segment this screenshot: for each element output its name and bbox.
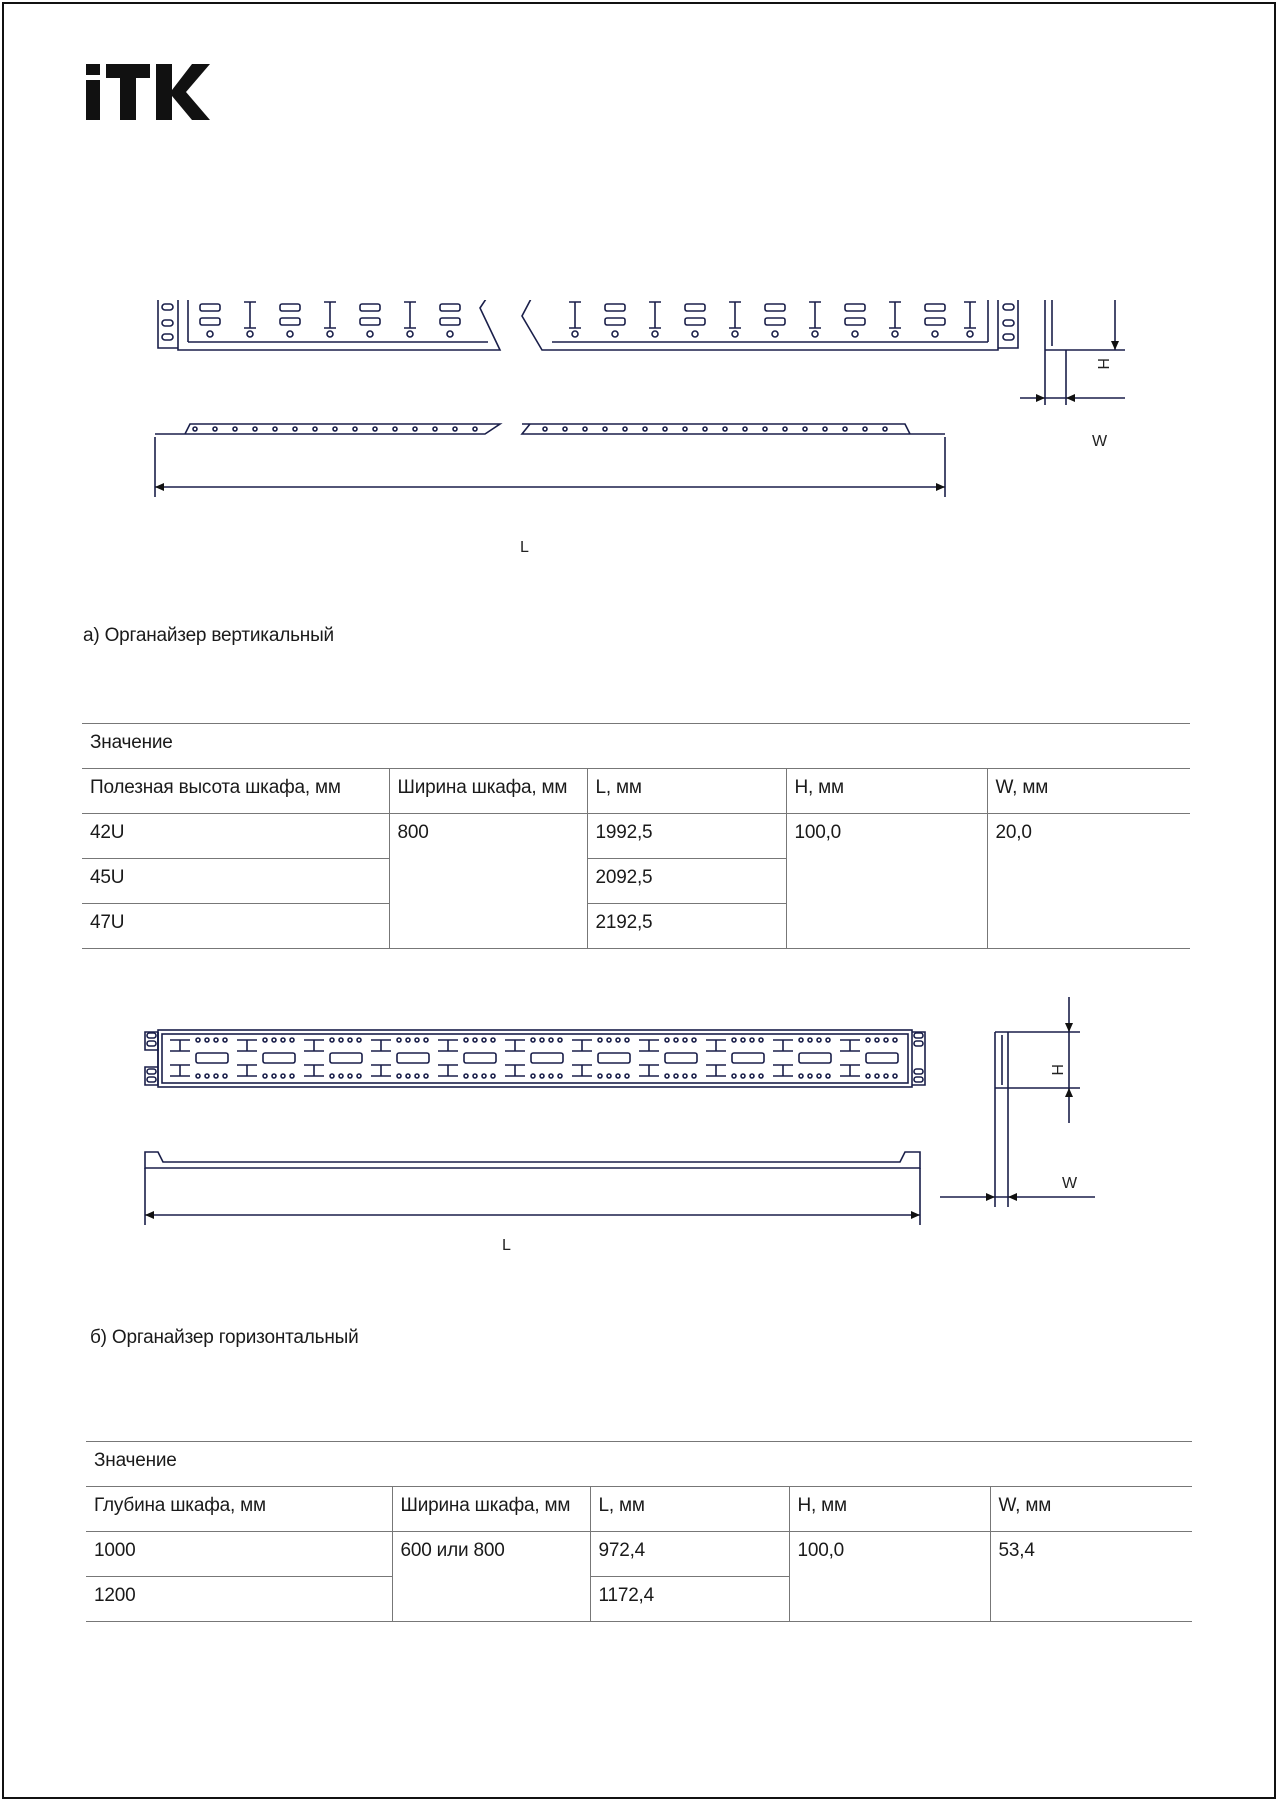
- slot-hole: [875, 1038, 879, 1042]
- slot-cell: [845, 318, 865, 325]
- slot-hole: [549, 1074, 553, 1078]
- vertical-organizer-drawing: [150, 300, 1130, 590]
- slot-hole: [415, 1074, 419, 1078]
- slot-cell: [685, 304, 705, 311]
- slot-hole: [967, 331, 973, 337]
- slot-hole: [348, 1038, 352, 1042]
- slot-cell: [280, 318, 300, 325]
- profile-hole: [273, 427, 277, 431]
- profile-hole: [783, 427, 787, 431]
- slot-hole: [674, 1038, 678, 1042]
- slot-bar: [569, 302, 581, 328]
- slot-cell: [440, 318, 460, 325]
- slot-hole: [223, 1074, 227, 1078]
- slot-hole: [397, 1074, 401, 1078]
- slot-hole: [357, 1038, 361, 1042]
- slot-hole: [598, 1038, 602, 1042]
- slot-bar: [572, 1040, 592, 1051]
- profile-hole: [663, 427, 667, 431]
- slot-hole: [491, 1038, 495, 1042]
- header-cell: W, мм: [990, 1487, 1192, 1532]
- table-cell: 2192,5: [587, 904, 786, 949]
- slot-hole: [893, 1038, 897, 1042]
- slot-hole: [357, 1074, 361, 1078]
- slot-hole: [665, 1074, 669, 1078]
- dim-label-l: L: [520, 539, 529, 556]
- slot-hole: [750, 1038, 754, 1042]
- slot-hole: [214, 1074, 218, 1078]
- slot-cell: [200, 318, 220, 325]
- table-title: Значение: [82, 724, 1190, 769]
- profile-hole: [393, 427, 397, 431]
- slot-hole: [473, 1038, 477, 1042]
- profile-rail: [145, 1152, 920, 1168]
- slot-hole: [272, 1074, 276, 1078]
- slot-hole: [424, 1074, 428, 1078]
- dimension-arrow: [1065, 1023, 1073, 1032]
- slot-hole: [540, 1038, 544, 1042]
- profile-rail-left: [155, 424, 500, 434]
- header-cell: H, мм: [789, 1487, 990, 1532]
- slot-hole: [348, 1074, 352, 1078]
- slot-bar: [244, 302, 256, 328]
- mount-hole: [1003, 320, 1014, 326]
- slot-hole: [207, 331, 213, 337]
- slot-hole: [424, 1038, 428, 1042]
- header-cell: Ширина шкафа, мм: [389, 769, 587, 814]
- slot-cell: [665, 1053, 697, 1063]
- table-cell: 53,4: [990, 1532, 1192, 1622]
- profile-hole: [313, 427, 317, 431]
- table-cell: 100,0: [786, 814, 987, 949]
- slot-bar: [773, 1040, 793, 1051]
- mount-hole: [1003, 334, 1014, 340]
- header-cell: L, мм: [590, 1487, 789, 1532]
- slot-hole: [572, 331, 578, 337]
- profile-hole: [473, 427, 477, 431]
- slot-hole: [407, 331, 413, 337]
- spec-table-vertical: [82, 723, 1190, 949]
- dim-label-h: H: [1048, 1064, 1065, 1076]
- profile-hole: [703, 427, 707, 431]
- slot-bar: [371, 1065, 391, 1076]
- profile-hole: [413, 427, 417, 431]
- slot-cell: [397, 1053, 429, 1063]
- dimension-arrow: [936, 483, 945, 491]
- caption-vertical-organizer: а) Органайзер вертикальный: [83, 625, 334, 646]
- caption-horizontal-organizer: б) Органайзер горизонтальный: [90, 1327, 359, 1348]
- slot-cell: [263, 1053, 295, 1063]
- slot-bar: [729, 302, 741, 328]
- slot-hole: [330, 1038, 334, 1042]
- table-cell: 2092,5: [587, 859, 786, 904]
- mount-hole: [162, 304, 173, 310]
- slot-bar: [505, 1040, 525, 1051]
- mount-hole: [147, 1041, 156, 1046]
- slot-hole: [741, 1038, 745, 1042]
- mount-hole: [914, 1033, 923, 1038]
- header-cell: H, мм: [786, 769, 987, 814]
- profile-hole: [683, 427, 687, 431]
- slot-hole: [750, 1074, 754, 1078]
- end-view-profile: [995, 1032, 1008, 1088]
- slot-hole: [893, 1074, 897, 1078]
- slot-cell: [464, 1053, 496, 1063]
- profile-hole: [623, 427, 627, 431]
- slot-cell: [765, 304, 785, 311]
- slot-hole: [196, 1074, 200, 1078]
- slot-hole: [884, 1074, 888, 1078]
- dim-label-w: W: [1062, 1175, 1078, 1192]
- header-cell: Ширина шкафа, мм: [392, 1487, 590, 1532]
- slot-hole: [540, 1074, 544, 1078]
- table-cell: 45U: [82, 859, 389, 904]
- dimension-arrow: [1111, 341, 1119, 350]
- profile-hole: [543, 427, 547, 431]
- mount-hole: [147, 1033, 156, 1038]
- slot-bar: [639, 1065, 659, 1076]
- profile-hole: [293, 427, 297, 431]
- slot-hole: [281, 1038, 285, 1042]
- slot-hole: [674, 1074, 678, 1078]
- slot-bar: [371, 1040, 391, 1051]
- mount-hole: [147, 1069, 156, 1074]
- slot-hole: [772, 331, 778, 337]
- profile-hole: [863, 427, 867, 431]
- mount-hole: [914, 1077, 923, 1082]
- dimension-arrow: [986, 1193, 995, 1201]
- profile-hole: [743, 427, 747, 431]
- slot-hole: [482, 1038, 486, 1042]
- slot-hole: [196, 1038, 200, 1042]
- slot-hole: [473, 1074, 477, 1078]
- slot-hole: [214, 1038, 218, 1042]
- slot-hole: [866, 1074, 870, 1078]
- mount-hole: [914, 1041, 923, 1046]
- slot-hole: [531, 1074, 535, 1078]
- table-cell: 20,0: [987, 814, 1190, 949]
- slot-hole: [367, 331, 373, 337]
- profile-hole: [843, 427, 847, 431]
- slot-hole: [464, 1074, 468, 1078]
- slot-bar: [505, 1065, 525, 1076]
- slot-hole: [875, 1074, 879, 1078]
- dimension-arrow: [1065, 1088, 1073, 1097]
- profile-hole: [253, 427, 257, 431]
- slot-hole: [759, 1074, 763, 1078]
- slot-cell: [925, 318, 945, 325]
- slot-hole: [447, 331, 453, 337]
- slot-hole: [406, 1074, 410, 1078]
- profile-hole: [193, 427, 197, 431]
- profile-hole: [823, 427, 827, 431]
- slot-hole: [741, 1074, 745, 1078]
- slot-bar: [639, 1040, 659, 1051]
- spec-table-horizontal: [86, 1441, 1192, 1622]
- slot-cell: [330, 1053, 362, 1063]
- slot-hole: [281, 1074, 285, 1078]
- table-cell: 972,4: [590, 1532, 789, 1577]
- table-cell: 600 или 800: [392, 1532, 590, 1622]
- dimension-arrow: [911, 1211, 920, 1219]
- slot-cell: [845, 304, 865, 311]
- slot-bar: [237, 1040, 257, 1051]
- slot-hole: [808, 1074, 812, 1078]
- mount-hole: [162, 320, 173, 326]
- table-cell: 47U: [82, 904, 389, 949]
- slot-hole: [247, 331, 253, 337]
- profile-hole: [803, 427, 807, 431]
- slot-cell: [765, 318, 785, 325]
- end-view-profile: [1045, 300, 1080, 350]
- slot-hole: [732, 331, 738, 337]
- slot-hole: [692, 1074, 696, 1078]
- header-cell: Глубина шкафа, мм: [86, 1487, 392, 1532]
- slot-cell: [360, 318, 380, 325]
- profile-hole: [433, 427, 437, 431]
- slot-hole: [812, 331, 818, 337]
- profile-hole: [603, 427, 607, 431]
- slot-hole: [817, 1038, 821, 1042]
- slot-bar: [438, 1065, 458, 1076]
- slot-hole: [625, 1038, 629, 1042]
- slot-bar: [324, 302, 336, 328]
- slot-bar: [304, 1065, 324, 1076]
- slot-hole: [616, 1074, 620, 1078]
- horizontal-organizer-drawing: [140, 985, 1100, 1285]
- slot-hole: [327, 331, 333, 337]
- dim-label-h: H: [1094, 358, 1111, 370]
- table-cell: 1200: [86, 1577, 392, 1622]
- slot-cell: [440, 304, 460, 311]
- slot-hole: [665, 1038, 669, 1042]
- slot-cell: [605, 318, 625, 325]
- slot-hole: [884, 1038, 888, 1042]
- slot-cell: [531, 1053, 563, 1063]
- slot-hole: [892, 331, 898, 337]
- slot-hole: [223, 1038, 227, 1042]
- slot-bar: [809, 302, 821, 328]
- slot-hole: [826, 1038, 830, 1042]
- profile-hole: [883, 427, 887, 431]
- slot-bar: [170, 1065, 190, 1076]
- slot-bar: [706, 1065, 726, 1076]
- itk-logo: [84, 62, 210, 122]
- slot-hole: [531, 1038, 535, 1042]
- mount-hole: [914, 1069, 923, 1074]
- slot-hole: [558, 1038, 562, 1042]
- dimension-arrow: [1066, 394, 1075, 402]
- slot-hole: [732, 1074, 736, 1078]
- profile-hole: [373, 427, 377, 431]
- slot-bar: [170, 1040, 190, 1051]
- slot-bar: [438, 1040, 458, 1051]
- slot-bar: [840, 1040, 860, 1051]
- profile-rail-right: [522, 424, 945, 434]
- slot-hole: [799, 1038, 803, 1042]
- slot-hole: [549, 1038, 553, 1042]
- slot-bar: [237, 1065, 257, 1076]
- slot-cell: [605, 304, 625, 311]
- table-cell: 1992,5: [587, 814, 786, 859]
- slot-bar: [404, 302, 416, 328]
- table-cell: 1000: [86, 1532, 392, 1577]
- slot-hole: [652, 331, 658, 337]
- slot-hole: [852, 331, 858, 337]
- slot-hole: [616, 1038, 620, 1042]
- dimension-arrow: [145, 1211, 154, 1219]
- slot-hole: [759, 1038, 763, 1042]
- slot-cell: [799, 1053, 831, 1063]
- inner-border: [188, 300, 488, 342]
- profile-hole: [233, 427, 237, 431]
- slot-hole: [866, 1038, 870, 1042]
- header-cell: Полезная высота шкафа, мм: [82, 769, 389, 814]
- slot-cell: [196, 1053, 228, 1063]
- profile-hole: [453, 427, 457, 431]
- slot-hole: [932, 331, 938, 337]
- slot-bar: [706, 1040, 726, 1051]
- slot-bar: [572, 1065, 592, 1076]
- table-cell: 1172,4: [590, 1577, 789, 1622]
- dimension-arrow: [155, 483, 164, 491]
- slot-hole: [272, 1038, 276, 1042]
- profile-hole: [333, 427, 337, 431]
- header-cell: L, мм: [587, 769, 786, 814]
- slot-hole: [612, 331, 618, 337]
- slot-hole: [799, 1074, 803, 1078]
- slot-bar: [964, 302, 976, 328]
- slot-hole: [406, 1038, 410, 1042]
- slot-hole: [692, 331, 698, 337]
- slot-cell: [925, 304, 945, 311]
- slot-hole: [339, 1074, 343, 1078]
- slot-bar: [304, 1040, 324, 1051]
- table-cell: 100,0: [789, 1532, 990, 1622]
- slot-hole: [287, 331, 293, 337]
- slot-cell: [200, 304, 220, 311]
- slot-cell: [280, 304, 300, 311]
- mount-hole: [162, 334, 173, 340]
- header-cell: W, мм: [987, 769, 1190, 814]
- profile-hole: [563, 427, 567, 431]
- slot-hole: [558, 1074, 562, 1078]
- profile-hole: [213, 427, 217, 431]
- slot-hole: [397, 1038, 401, 1042]
- slot-bar: [840, 1065, 860, 1076]
- slot-hole: [817, 1074, 821, 1078]
- slot-hole: [205, 1074, 209, 1078]
- dim-label-l: L: [502, 1237, 511, 1254]
- slot-hole: [263, 1038, 267, 1042]
- table-cell: 800: [389, 814, 587, 949]
- slot-hole: [464, 1038, 468, 1042]
- slot-hole: [330, 1074, 334, 1078]
- slot-hole: [482, 1074, 486, 1078]
- slot-bar: [773, 1065, 793, 1076]
- slot-hole: [683, 1074, 687, 1078]
- dimension-arrow: [1008, 1193, 1017, 1201]
- slot-cell: [866, 1053, 898, 1063]
- slot-hole: [607, 1038, 611, 1042]
- slot-bar: [649, 302, 661, 328]
- slot-hole: [598, 1074, 602, 1078]
- slot-hole: [732, 1038, 736, 1042]
- table-cell: 42U: [82, 814, 389, 859]
- slot-hole: [625, 1074, 629, 1078]
- profile-hole: [763, 427, 767, 431]
- mount-hole: [147, 1077, 156, 1082]
- mount-hole: [1003, 304, 1014, 310]
- slot-hole: [339, 1038, 343, 1042]
- profile-hole: [583, 427, 587, 431]
- slot-hole: [205, 1038, 209, 1042]
- slot-hole: [491, 1074, 495, 1078]
- slot-hole: [607, 1074, 611, 1078]
- slot-hole: [290, 1038, 294, 1042]
- profile-hole: [643, 427, 647, 431]
- table-title: Значение: [86, 1442, 1192, 1487]
- slot-hole: [263, 1074, 267, 1078]
- slot-hole: [808, 1038, 812, 1042]
- slot-cell: [685, 318, 705, 325]
- slot-hole: [290, 1074, 294, 1078]
- slot-hole: [692, 1038, 696, 1042]
- slot-hole: [826, 1074, 830, 1078]
- slot-bar: [889, 302, 901, 328]
- dimension-arrow: [1036, 394, 1045, 402]
- slot-hole: [415, 1038, 419, 1042]
- slot-cell: [598, 1053, 630, 1063]
- slot-cell: [360, 304, 380, 311]
- dim-label-w: W: [1092, 433, 1108, 450]
- profile-hole: [723, 427, 727, 431]
- profile-hole: [353, 427, 357, 431]
- slot-hole: [683, 1038, 687, 1042]
- slot-cell: [732, 1053, 764, 1063]
